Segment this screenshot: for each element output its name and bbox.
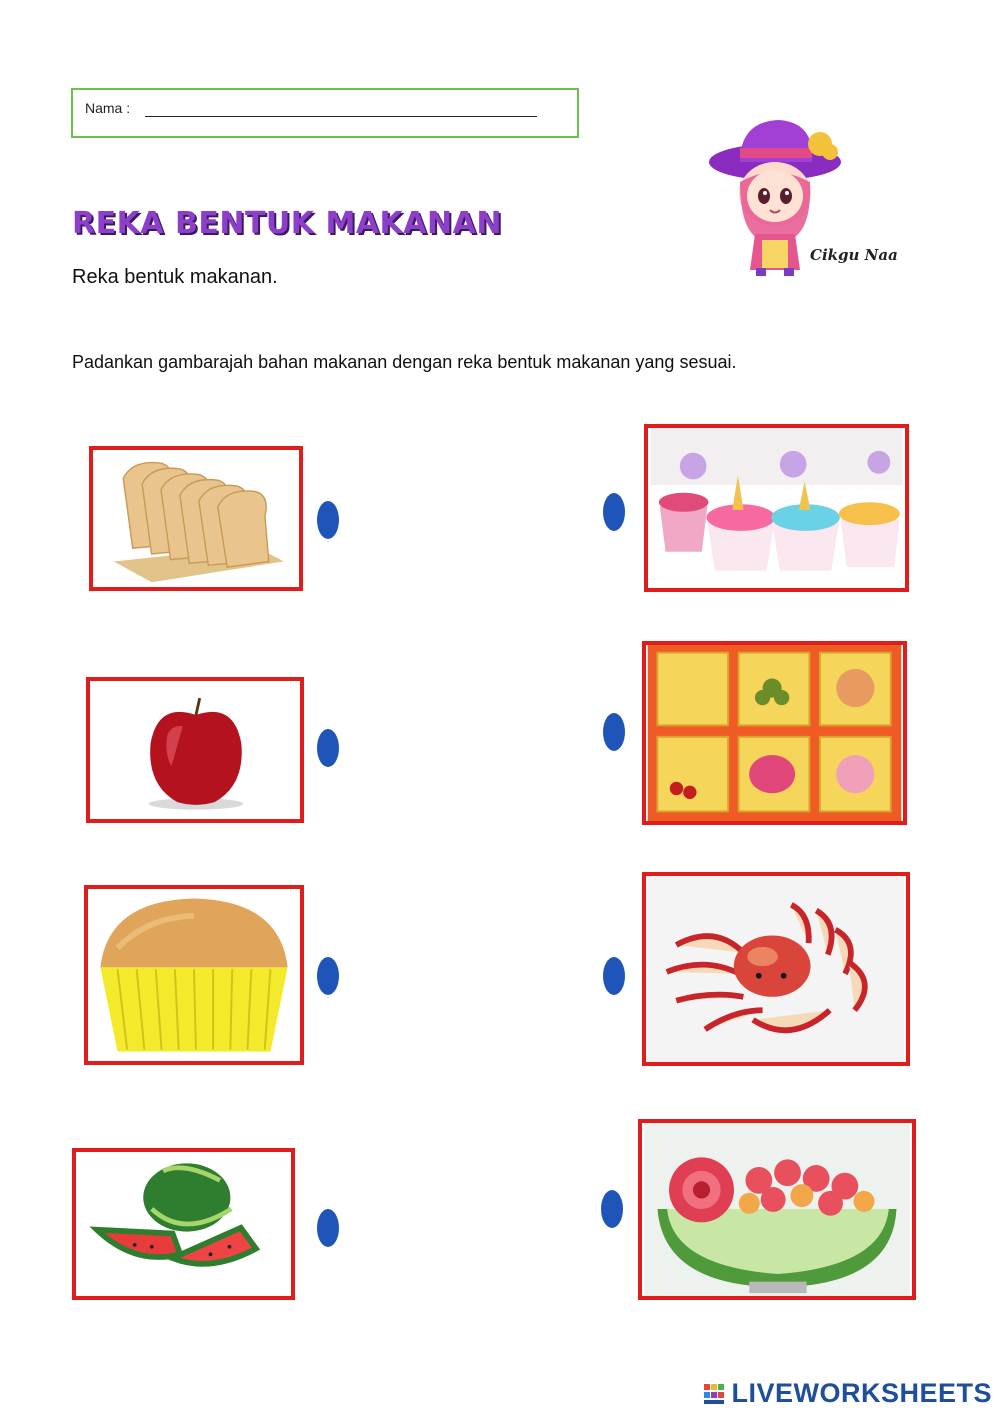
name-field-box	[71, 88, 579, 138]
match-dot-right-2[interactable]	[603, 713, 625, 751]
match-dot-right-4[interactable]	[601, 1190, 623, 1228]
match-dot-left-3[interactable]	[317, 957, 339, 995]
red-apple-icon	[90, 681, 300, 819]
match-dot-left-2[interactable]	[317, 729, 339, 767]
card-unicorn-cupcakes	[644, 424, 909, 592]
name-label: Nama :	[85, 100, 131, 116]
card-watermelon-basket	[638, 1119, 916, 1300]
watermelon-basket-icon	[642, 1123, 912, 1296]
match-dot-right-3[interactable]	[603, 957, 625, 995]
worksheet-instruction: Padankan gambarajah bahan makanan dengan reka bentuk makanan yang sesuai.	[72, 352, 737, 372]
brand-name[interactable]: LIVEWORKSHEETS	[731, 1378, 992, 1408]
name-input-line[interactable]	[145, 116, 537, 117]
decorated-cheese-toasts-icon	[646, 645, 903, 821]
sliced-bread-icon	[93, 450, 299, 587]
card-red-apple	[86, 677, 304, 823]
card-watermelon	[72, 1148, 295, 1300]
card-decorated-cheese-toasts	[642, 641, 907, 825]
unicorn-cupcakes-icon	[648, 428, 905, 588]
worksheet-subtitle: Reka bentuk makanan.	[72, 266, 278, 288]
card-apple-carved-crab	[642, 872, 910, 1066]
brand-footer	[703, 1378, 992, 1409]
card-muffin	[84, 885, 304, 1065]
worksheet-title: REKA BENTUK MAKANAN	[72, 206, 502, 241]
match-dot-left-4[interactable]	[317, 1209, 339, 1247]
mascot-caption: Cikgu Naa	[810, 246, 898, 264]
muffin-icon	[88, 889, 300, 1061]
match-dot-right-1[interactable]	[603, 493, 625, 531]
apple-carved-crab-icon	[646, 876, 906, 1062]
card-sliced-bread	[89, 446, 303, 591]
match-dot-left-1[interactable]	[317, 501, 339, 539]
liveworksheets-logo-icon	[703, 1382, 725, 1406]
watermelon-icon	[76, 1152, 291, 1296]
